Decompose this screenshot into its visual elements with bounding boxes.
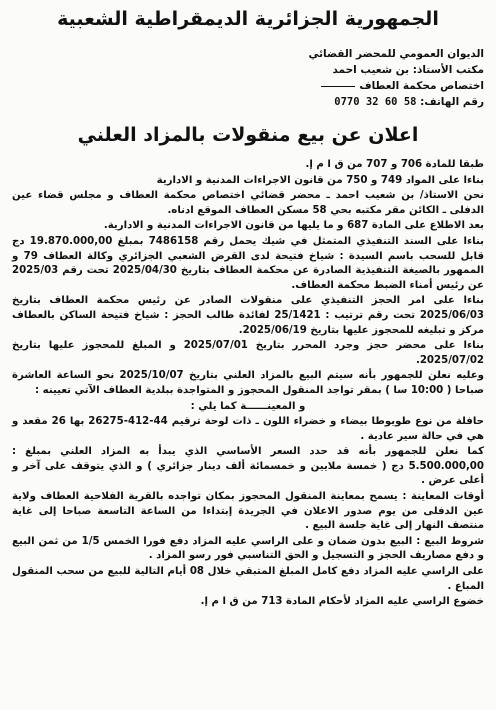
paragraph-executive-title: بناءا على السند التنفيذي المتمثل في شيك يحمل رقم 7486158 بمبلغ 19.870.000,00 دج قابل للسحب باسم السيدة : شياخ فتيحة لدى القرض الشعبي الجزائري وكالة العطاف 79 و الممهور بالصيغة التنفيذية الصادرة عن محكمة العطاف بتاريخ 2025/04/30 تحت رقم 2025/03 عن رئيس أمناء الضبط محكمة العطاف.	[12, 235, 485, 291]
paragraph-vehicle: حافلة من نوع طويوطا بيضاء و خضراء اللون ـ ذات لوحة ترقيم 44-412-26275 بها 26 مقعد و هي في حالة سير عادية .	[12, 416, 484, 442]
office-line-3-text: اختصاص محكمة العطاف	[359, 80, 484, 92]
paragraph-sale-announcement: وعليه نعلن للجمهور بأنه سيتم البيع بالمزاد العلني بتاريخ 2025/10/07 نحو الساعة العاشرة صباحا ( 10:00 سا ) بمقر تواجد المنقول المحجوز و المتواجدة ببلدية العطاف الآتي تعيينه :	[12, 370, 484, 396]
notice-title: اعلان عن بيع منقولات بالمزاد العلني	[77, 124, 419, 146]
phone-line	[12, 94, 484, 110]
republic-header: الجمهورية الجزائرية الديمقراطية الشعبية	[57, 8, 439, 30]
paragraph-seizure-order: بناءا على امر الحجز التنفيذي على منقولات الصادر عن رئيس محكمة العطاف بتاريخ 2025/06/03 تحت رقم ترتيب : 25/1421 لفائدة طالب الحجز : شياخ فتيحة الساكن بالعطاف مركز و تبليغه للمحجوز عليها بتاريخ 2025/06/19.	[12, 295, 484, 336]
paragraph-legal-basis: طبقا للمادة 706 و 707 من ق ا م إ.	[305, 159, 484, 170]
paragraph-payment: على الراسي عليه المزاد دفع كامل المبلغ المتبقي خلال 08 أيام التالية للبيع من سحب المنقول المباع .	[12, 566, 484, 592]
separator-line	[321, 86, 355, 87]
paragraph-articles: بناءا على المواد 749 و 750 من قانون الاجراءات المدنية و الادارية	[156, 174, 484, 186]
paragraph-article-713: خضوع الراسي عليه المزاد لأحكام المادة 713 من ق ا م إ.	[200, 596, 484, 608]
paragraph-base-price: كما نعلن للجمهور بأنه قد حدد السعر الأساسي الذي يبدأ به المزاد العلني بمبلغ : 5.500.000,00 دج ( خمسة ملايين و خمسمائة ألف دينار جزائري ) و الذي يتوقف على آخر و أعلى عرض .	[12, 446, 484, 487]
paragraph-review: بعد الاطلاع على المادة 687 و ما يليها من قانون الاجراءات المدنية و الادارية.	[103, 220, 484, 232]
office-line-3	[12, 78, 484, 94]
phone-label: رقم الهاتف:	[420, 96, 484, 108]
office-line-2: مكتب الأستاذ: بن شعيب احمد	[332, 64, 484, 76]
paragraph-designation: و المعينــــــة كما يلي :	[190, 400, 306, 412]
phone-number: 0770 32 60 58	[334, 96, 417, 108]
bailiff-office-block	[12, 46, 484, 110]
paragraph-conditions: شروط البيع : البيع بدون ضمان و على الراسي عليه المزاد دفع فورا الخمس 1/5 من ثمن البيع و دفع مصاريف الحجز و التسجيل و الحق التناسبي فور رسو المزاد .	[12, 535, 484, 562]
paragraph-bailiff: نحن الاستاذ/ بن شعيب احمد ـ محضر قضائي اختصاص محكمة العطاف و مجلس قضاء عين الدفلى ـ الكائن مقر مكتبه بحي 58 مسكن العطاف الموقع ادناه.	[12, 190, 484, 216]
paragraph-inspection: أوقات المعاينة : يسمح بمعاينة المنقول المحجوز بمكان تواجده بالقرية الفلاحية العطاف ولاية عين الدفلى من يوم صدور الاعلان في الجريدة إبتداءا من الساعة التاسعة صباحا إلى غاية منتصف النهار إلى غاية جلسة البيع .	[12, 491, 484, 532]
notice-body	[12, 158, 484, 610]
paragraph-inventory: بناءا على محضر حجز وجرد المحرر بتاريخ 2025/07/01 و المبلغ للمحجوز عليها بتاريخ 2025/07/02.	[12, 340, 484, 366]
office-line-1: الديوان العمومي للمحضر القضائي	[308, 48, 484, 60]
